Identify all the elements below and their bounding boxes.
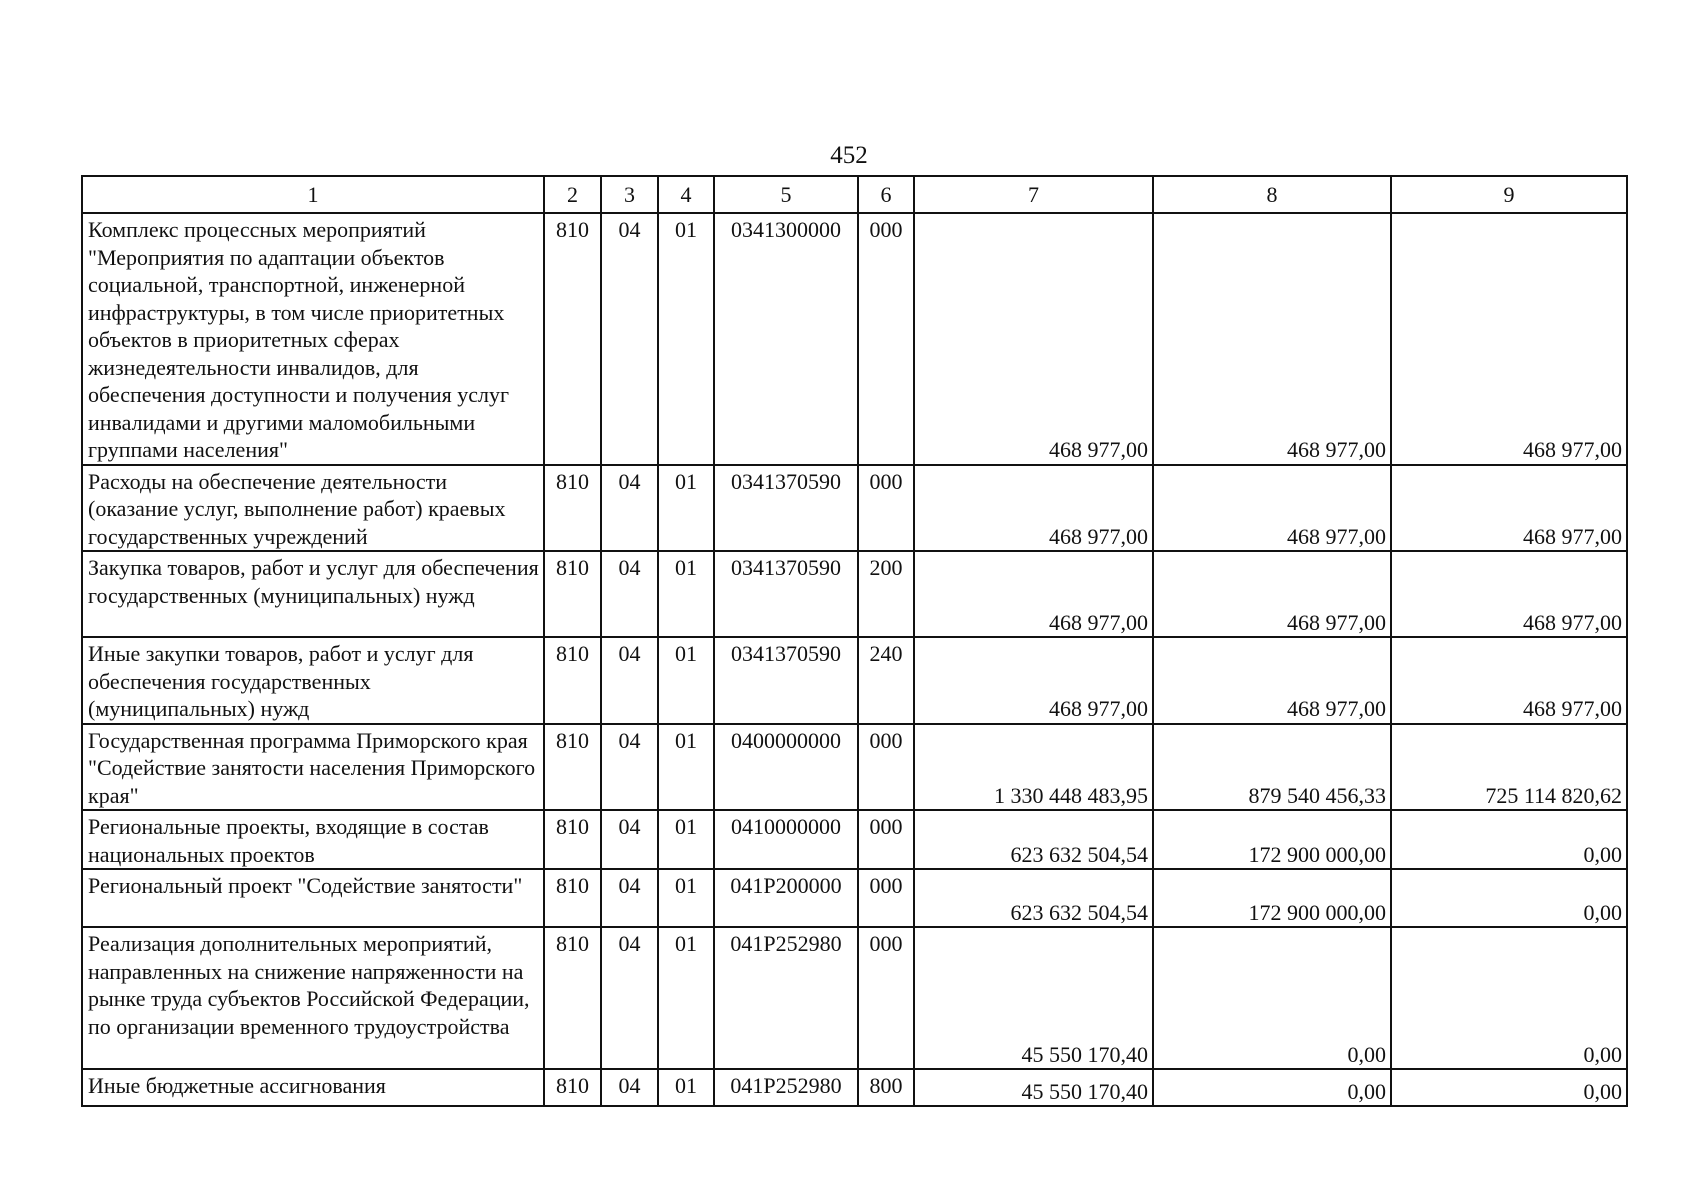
amount-col7: 1 330 448 483,95: [914, 724, 1153, 811]
expense-type-code: 000: [858, 213, 914, 465]
target-item-code: 041P200000: [714, 869, 858, 927]
column-number-6: 6: [858, 176, 914, 213]
amount-col9: 0,00: [1391, 869, 1627, 927]
item-name: Региональный проект "Содействие занятости": [82, 869, 544, 927]
expense-type-code: 800: [858, 1069, 914, 1106]
amount-col7: 623 632 504,54: [914, 810, 1153, 869]
section-code: 04: [601, 810, 658, 869]
amount-col7: 45 550 170,40: [914, 1069, 1153, 1106]
ministry-code: 810: [544, 927, 601, 1069]
amount-col8: 172 900 000,00: [1153, 869, 1391, 927]
column-number-8: 8: [1153, 176, 1391, 213]
ministry-code: 810: [544, 637, 601, 724]
amount-col8: 468 977,00: [1153, 213, 1391, 465]
column-number-3: 3: [601, 176, 658, 213]
column-number-5: 5: [714, 176, 858, 213]
subsection-code: 01: [658, 465, 714, 552]
amount-col9: 468 977,00: [1391, 213, 1627, 465]
item-name: Комплекс процессных мероприятий "Мероприятия по адаптации объектов социальной, транспортной, инженерной инфраструктуры, в том числе приоритетных объектов в приоритетных сферах жизнедеятельности инвалидов, для обеспечения доступности и получения услуг инвалидами и другими маломобильными группами населения": [82, 213, 544, 465]
item-name: Государственная программа Приморского края "Содействие занятости населения Приморского края": [82, 724, 544, 811]
subsection-code: 01: [658, 551, 714, 637]
table-row: [82, 465, 1627, 552]
amount-col9: 0,00: [1391, 1069, 1627, 1106]
item-name: Иные бюджетные ассигнования: [82, 1069, 544, 1106]
subsection-code: 01: [658, 213, 714, 465]
ministry-code: 810: [544, 724, 601, 811]
column-number-2: 2: [544, 176, 601, 213]
column-number-1: 1: [82, 176, 544, 213]
amount-col7: 468 977,00: [914, 213, 1153, 465]
target-item-code: 0410000000: [714, 810, 858, 869]
amount-col7: 45 550 170,40: [914, 927, 1153, 1069]
amount-col9: 0,00: [1391, 810, 1627, 869]
table-row: [82, 637, 1627, 724]
item-name: Реализация дополнительных мероприятий, направленных на снижение напряженности на рынке труда субъектов Российской Федерации, по организации временного трудоустройства: [82, 927, 544, 1069]
ministry-code: 810: [544, 869, 601, 927]
amount-col7: 468 977,00: [914, 637, 1153, 724]
ministry-code: 810: [544, 213, 601, 465]
ministry-code: 810: [544, 551, 601, 637]
table-row: [82, 551, 1627, 637]
expense-type-code: 240: [858, 637, 914, 724]
subsection-code: 01: [658, 1069, 714, 1106]
expense-type-code: 000: [858, 465, 914, 552]
section-code: 04: [601, 869, 658, 927]
target-item-code: 0341370590: [714, 637, 858, 724]
target-item-code: 041P252980: [714, 927, 858, 1069]
item-name: Расходы на обеспечение деятельности (оказание услуг, выполнение работ) краевых государственных учреждений: [82, 465, 544, 552]
table-row: [82, 213, 1627, 465]
amount-col9: 468 977,00: [1391, 551, 1627, 637]
section-code: 04: [601, 551, 658, 637]
subsection-code: 01: [658, 724, 714, 811]
table-row: [82, 869, 1627, 927]
target-item-code: 041P252980: [714, 1069, 858, 1106]
column-number-4: 4: [658, 176, 714, 213]
section-code: 04: [601, 724, 658, 811]
ministry-code: 810: [544, 1069, 601, 1106]
subsection-code: 01: [658, 869, 714, 927]
column-number-row: [82, 176, 1627, 213]
page-number: 452: [830, 142, 868, 169]
subsection-code: 01: [658, 810, 714, 869]
expense-type-code: 000: [858, 869, 914, 927]
table-row: [82, 1069, 1627, 1106]
budget-table: [81, 175, 1628, 1107]
amount-col8: 468 977,00: [1153, 637, 1391, 724]
target-item-code: 0341370590: [714, 551, 858, 637]
expense-type-code: 200: [858, 551, 914, 637]
table-row: [82, 810, 1627, 869]
expense-type-code: 000: [858, 927, 914, 1069]
section-code: 04: [601, 637, 658, 724]
amount-col9: 725 114 820,62: [1391, 724, 1627, 811]
ministry-code: 810: [544, 465, 601, 552]
column-number-9: 9: [1391, 176, 1627, 213]
amount-col8: 0,00: [1153, 1069, 1391, 1106]
subsection-code: 01: [658, 637, 714, 724]
expense-type-code: 000: [858, 810, 914, 869]
amount-col9: 468 977,00: [1391, 637, 1627, 724]
amount-col9: 468 977,00: [1391, 465, 1627, 552]
target-item-code: 0341370590: [714, 465, 858, 552]
amount-col7: 623 632 504,54: [914, 869, 1153, 927]
item-name: Региональные проекты, входящие в состав национальных проектов: [82, 810, 544, 869]
column-number-7: 7: [914, 176, 1153, 213]
amount-col8: 879 540 456,33: [1153, 724, 1391, 811]
section-code: 04: [601, 927, 658, 1069]
amount-col7: 468 977,00: [914, 465, 1153, 552]
table-row: [82, 724, 1627, 811]
item-name: Иные закупки товаров, работ и услуг для обеспечения государственных (муниципальных) нужд: [82, 637, 544, 724]
subsection-code: 01: [658, 927, 714, 1069]
amount-col7: 468 977,00: [914, 551, 1153, 637]
section-code: 04: [601, 465, 658, 552]
target-item-code: 0341300000: [714, 213, 858, 465]
expense-type-code: 000: [858, 724, 914, 811]
target-item-code: 0400000000: [714, 724, 858, 811]
section-code: 04: [601, 213, 658, 465]
table-row: [82, 927, 1627, 1069]
amount-col8: 468 977,00: [1153, 465, 1391, 552]
item-name: Закупка товаров, работ и услуг для обеспечения государственных (муниципальных) нужд: [82, 551, 544, 637]
ministry-code: 810: [544, 810, 601, 869]
amount-col9: 0,00: [1391, 927, 1627, 1069]
amount-col8: 172 900 000,00: [1153, 810, 1391, 869]
amount-col8: 0,00: [1153, 927, 1391, 1069]
section-code: 04: [601, 1069, 658, 1106]
amount-col8: 468 977,00: [1153, 551, 1391, 637]
